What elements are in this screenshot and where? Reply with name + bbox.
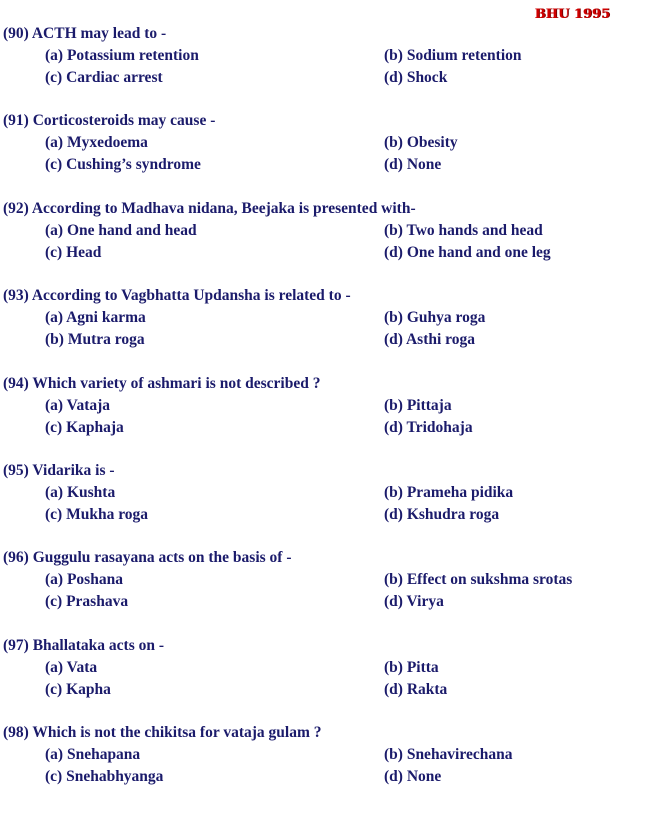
option-row xyxy=(3,744,648,766)
option-a: (a) Agni karma xyxy=(45,309,146,327)
option-row xyxy=(3,329,648,351)
question-text: (95) Vidarika is - xyxy=(3,461,115,479)
option-b: (b) Pittaja xyxy=(384,396,452,414)
option-b: (b) Prameha pidika xyxy=(384,483,514,501)
option-a: (a) Vataja xyxy=(45,396,111,414)
option-a: (a) Kushta xyxy=(45,483,116,501)
option-c: (c) Mukha roga xyxy=(45,505,149,523)
question-text: (94) Which variety of ashmari is not described ? xyxy=(3,374,321,392)
option-row xyxy=(3,766,648,788)
option-b: (b) Snehavirechana xyxy=(384,746,513,764)
option-d: (d) Tridohaja xyxy=(384,418,473,436)
question-text: (98) Which is not the chikitsa for vataja gulam ? xyxy=(3,724,322,742)
option-row xyxy=(3,132,648,154)
option-d: (d) One hand and one leg xyxy=(384,243,551,261)
question-block xyxy=(3,23,648,110)
option-d: (d) Kshudra roga xyxy=(384,505,500,523)
option-d: (d) Asthi roga xyxy=(384,331,476,349)
option-a: (a) Myxedoema xyxy=(45,134,148,152)
option-d: (d) Shock xyxy=(384,69,448,86)
question-block xyxy=(3,110,648,197)
option-row xyxy=(3,220,648,242)
option-row xyxy=(3,45,648,67)
question-block xyxy=(3,722,648,809)
option-b: (b) Sodium retention xyxy=(384,47,522,64)
option-b: (b) Guhya roga xyxy=(384,309,486,327)
option-row xyxy=(3,569,648,591)
option-row xyxy=(3,482,648,504)
option-c: (c) Prashava xyxy=(45,593,129,611)
option-c: (c) Cardiac arrest xyxy=(45,69,163,86)
option-a: (a) Snehapana xyxy=(45,746,141,764)
question-block xyxy=(3,547,648,634)
option-d: (d) None xyxy=(384,156,442,174)
option-a: (a) Potassium retention xyxy=(45,47,199,64)
option-c: (c) Head xyxy=(45,243,102,261)
option-b: (b) Two hands and head xyxy=(384,221,543,239)
question-text: (90) ACTH may lead to - xyxy=(3,25,167,42)
option-row xyxy=(3,154,648,176)
option-b: (b) Pitta xyxy=(384,658,439,676)
option-c: (b) Mutra roga xyxy=(45,331,145,349)
option-row xyxy=(3,67,648,89)
option-row xyxy=(3,417,648,439)
option-d: (d) None xyxy=(384,768,442,786)
option-row xyxy=(3,242,648,264)
option-a: (a) One hand and head xyxy=(45,221,197,239)
option-row xyxy=(3,504,648,526)
option-row xyxy=(3,591,648,613)
option-row xyxy=(3,307,648,329)
option-b: (b) Obesity xyxy=(384,134,458,152)
option-a: (a) Vata xyxy=(45,658,98,676)
option-c: (c) Snehabhyanga xyxy=(45,768,164,786)
option-c: (c) Kapha xyxy=(45,680,111,698)
option-row xyxy=(3,657,648,679)
question-list xyxy=(3,23,648,810)
option-c: (c) Kaphaja xyxy=(45,418,124,436)
option-a: (a) Poshana xyxy=(45,571,123,589)
question-text: (92) According to Madhava nidana, Beejaka is presented with- xyxy=(3,199,416,217)
option-c: (c) Cushing’s syndrome xyxy=(45,156,201,174)
question-block xyxy=(3,635,648,722)
question-block xyxy=(3,373,648,460)
option-d: (d) Rakta xyxy=(384,680,448,698)
question-text: (96) Guggulu rasayana acts on the basis of - xyxy=(3,549,292,567)
option-b: (b) Effect on sukshma srotas xyxy=(384,571,573,589)
option-d: (d) Virya xyxy=(384,593,444,611)
option-row xyxy=(3,679,648,701)
question-text: (93) According to Vagbhatta Updansha is related to - xyxy=(3,287,351,305)
option-row xyxy=(3,395,648,417)
question-block xyxy=(3,460,648,547)
exam-header: BHU 1995 xyxy=(534,7,610,22)
question-block xyxy=(3,198,648,285)
question-text: (97) Bhallataka acts on - xyxy=(3,636,165,654)
question-block xyxy=(3,285,648,372)
question-text: (91) Corticosteroids may cause - xyxy=(3,112,216,130)
